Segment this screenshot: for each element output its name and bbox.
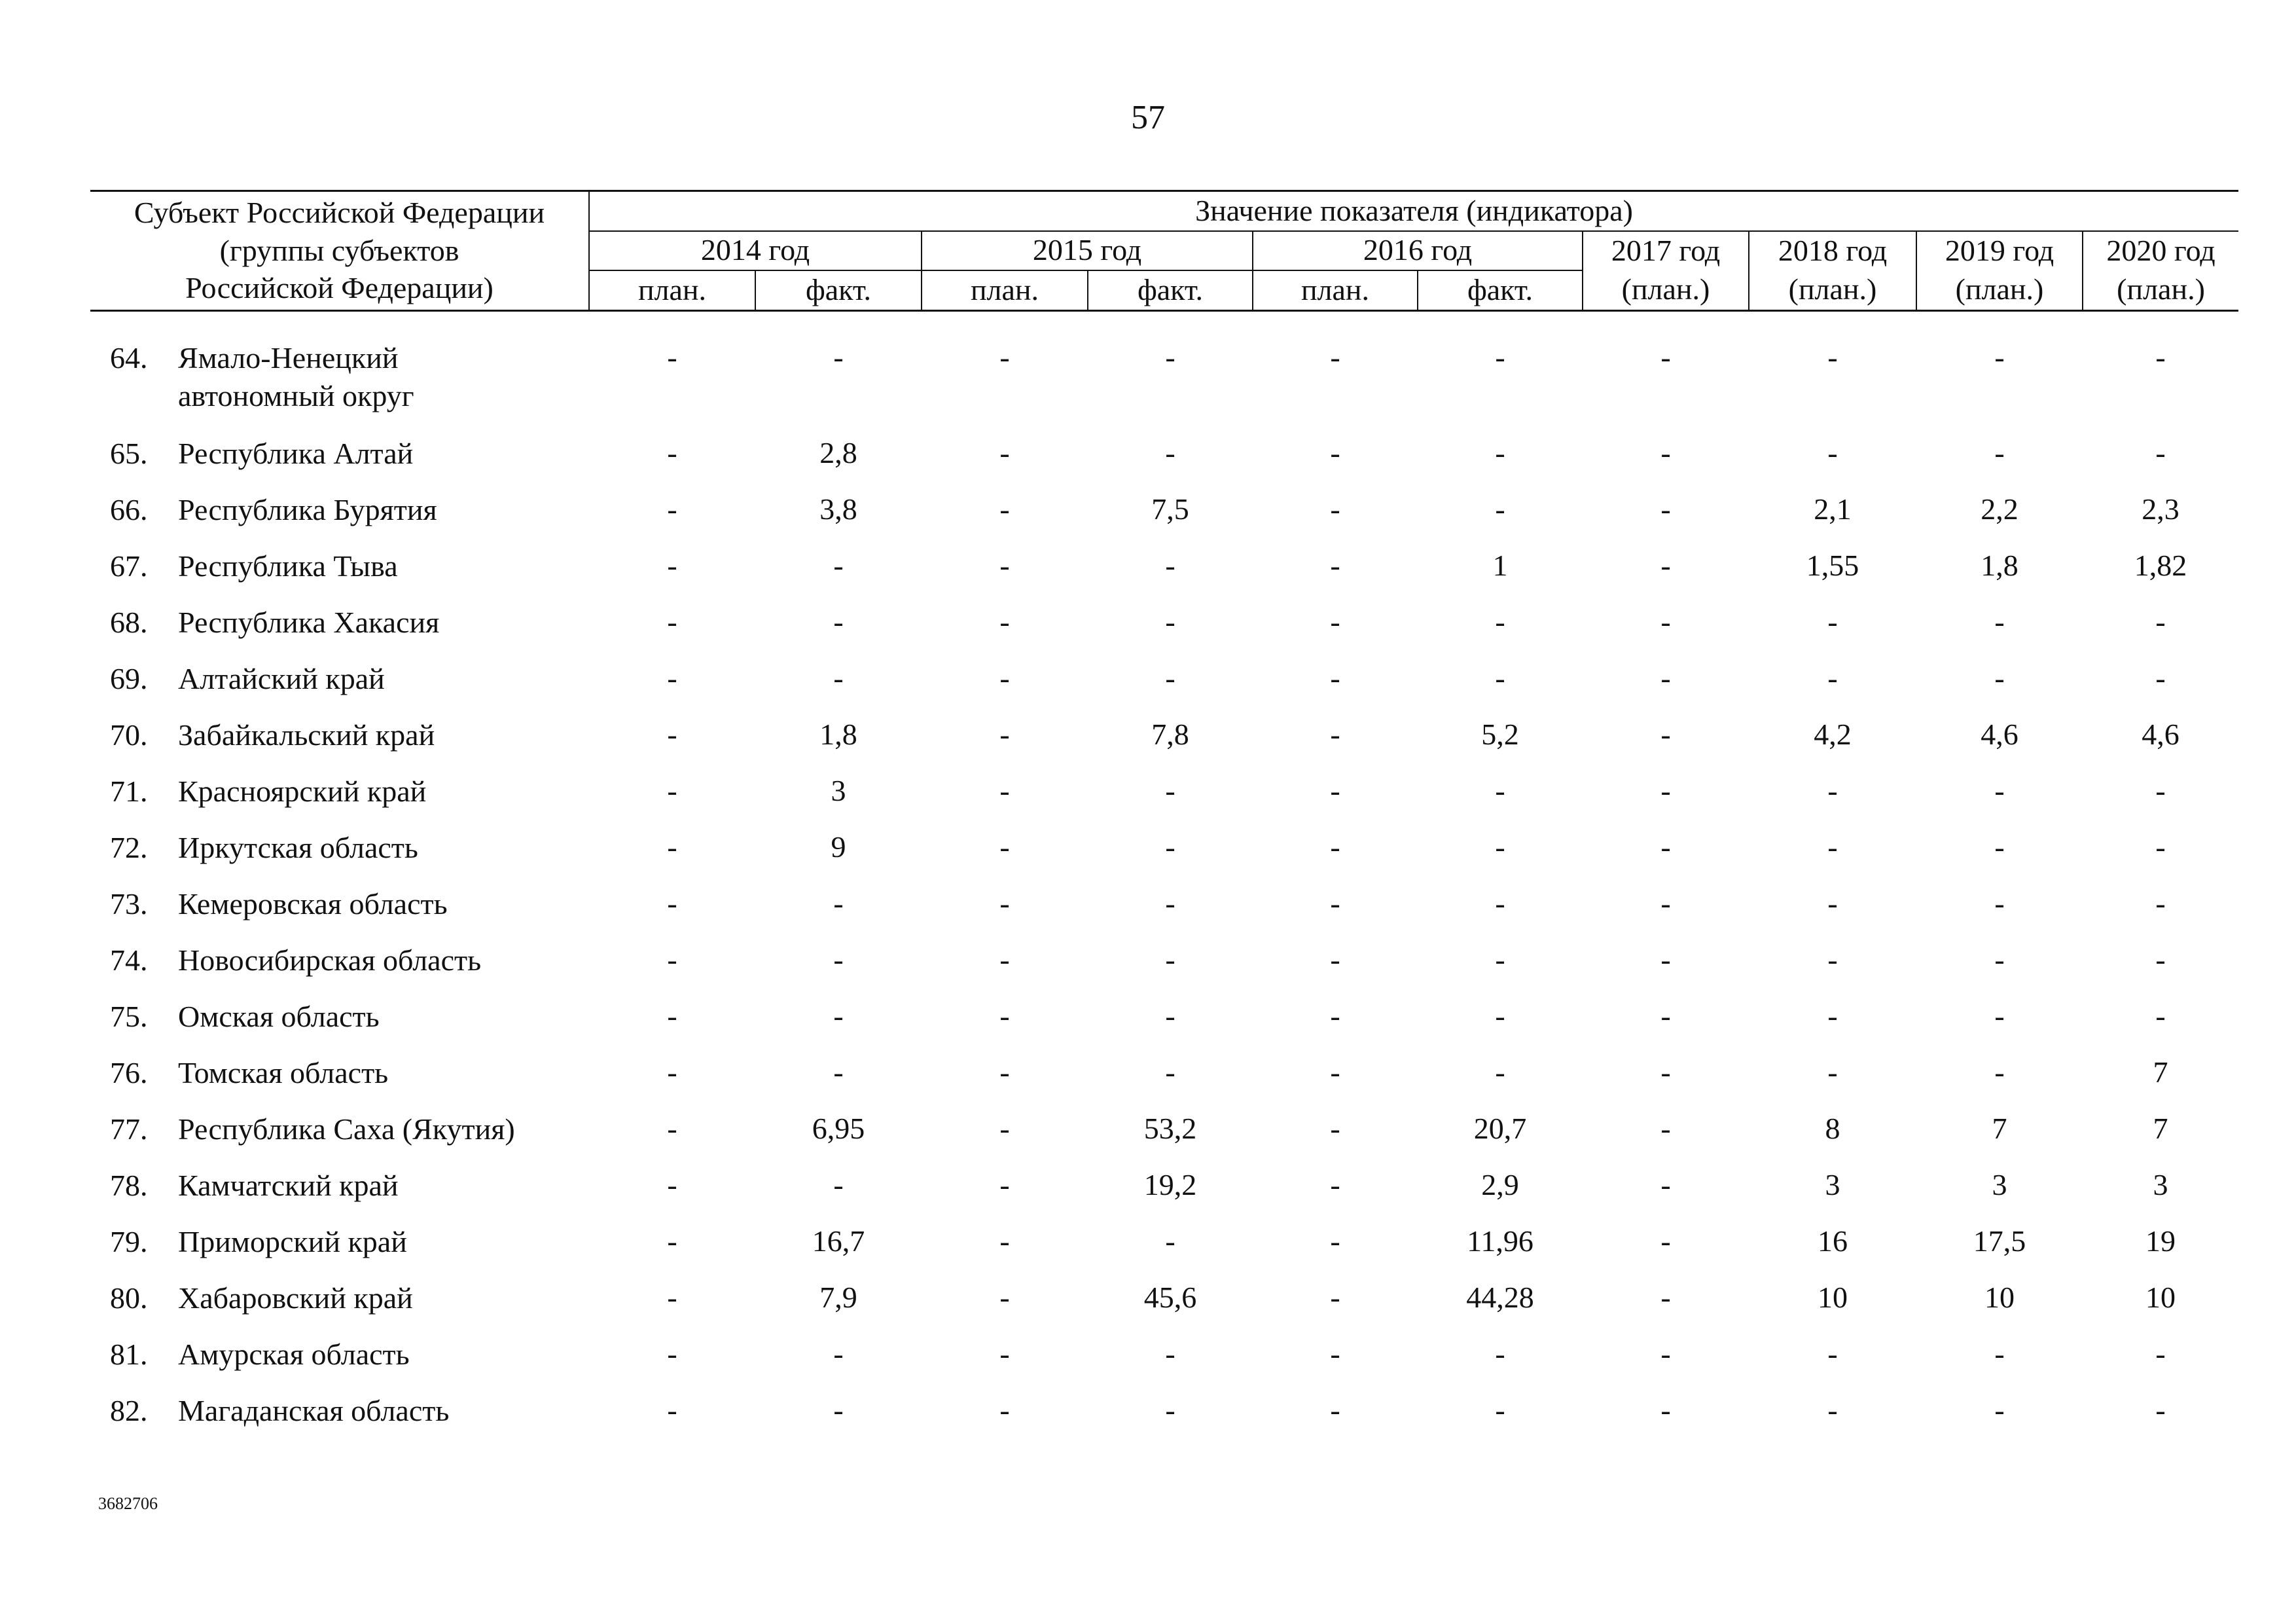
value-cell: 2,8 — [819, 435, 857, 469]
value-cell: - — [1330, 1111, 1340, 1145]
value-cell: 44,28 — [1466, 1280, 1534, 1314]
subject-cell — [90, 773, 589, 829]
value-cell: - — [1660, 998, 1671, 1032]
subject-cell — [90, 660, 589, 716]
value-cell: - — [1660, 1167, 1671, 1201]
value-cell: - — [833, 886, 844, 920]
value-cell: - — [1165, 998, 1175, 1032]
value-cell: - — [1495, 886, 1505, 920]
value-cell: - — [667, 1224, 677, 1258]
value-cell: - — [1994, 661, 2005, 695]
value-cell: - — [833, 340, 844, 374]
row-number: 76. — [110, 1055, 148, 1089]
value-cell: - — [1165, 830, 1175, 864]
value-cell: - — [999, 942, 1010, 976]
value-cell: 17,5 — [1973, 1224, 2026, 1258]
table-row — [90, 773, 2238, 829]
value-cell: 7,9 — [819, 1280, 857, 1314]
value-cell: - — [1495, 1393, 1505, 1427]
value-cell: - — [1330, 773, 1340, 807]
subject-cell — [90, 1336, 589, 1392]
value-cell: - — [1165, 886, 1175, 920]
value-cell: - — [1330, 717, 1340, 751]
value-cell: - — [1827, 942, 1838, 976]
value-cell: 3 — [1992, 1167, 2007, 1201]
value-cell: 8 — [1825, 1111, 1840, 1145]
table-row — [90, 998, 2238, 1054]
value-cell: 2,2 — [1981, 492, 2018, 526]
value-cell: - — [1330, 998, 1340, 1032]
year-header-2017: 2017 год — [1583, 231, 1749, 270]
value-cell: - — [667, 886, 677, 920]
subject-name: Магаданская область — [178, 1393, 450, 1427]
row-number: 64. — [110, 340, 148, 374]
value-cell: - — [1827, 435, 1838, 469]
value-cell: - — [999, 435, 1010, 469]
value-cell: - — [2155, 1393, 2166, 1427]
value-cell: - — [667, 998, 677, 1032]
subject-header-line-2: (группы субъектов — [219, 233, 459, 267]
value-cell: - — [1330, 1336, 1340, 1370]
row-number: 66. — [110, 492, 148, 526]
subject-cell — [90, 998, 589, 1054]
plan-header-2015: план. — [922, 270, 1088, 310]
value-cell: - — [1827, 1336, 1838, 1370]
value-cell: 45,6 — [1143, 1280, 1197, 1314]
value-cell: - — [2155, 661, 2166, 695]
value-cell: - — [1165, 1055, 1175, 1089]
plan-header-2014: план. — [589, 270, 755, 310]
value-cell: 2,1 — [1814, 492, 1852, 526]
value-cell: - — [667, 492, 677, 526]
subject-header-line-1: Субъект Российской Федерации — [134, 196, 545, 229]
value-cell: - — [1330, 340, 1340, 374]
value-cell: - — [1660, 1224, 1671, 1258]
subject-cell — [90, 1054, 589, 1110]
subject-name: Забайкальский край — [178, 718, 435, 752]
spacer-cell — [90, 310, 2238, 339]
value-cell: - — [1165, 942, 1175, 976]
value-cell: - — [667, 717, 677, 751]
subject-name: Приморский край — [178, 1224, 407, 1258]
value-cell: - — [1660, 886, 1671, 920]
value-cell: - — [1660, 604, 1671, 638]
value-cell: - — [667, 548, 677, 582]
value-cell: - — [2155, 1336, 2166, 1370]
plan-header-2017: (план.) — [1583, 270, 1749, 310]
value-cell: 5,2 — [1481, 717, 1519, 751]
value-cell: - — [1495, 435, 1505, 469]
value-cell: - — [1827, 773, 1838, 807]
value-cell: - — [1660, 548, 1671, 582]
subject-cell — [90, 941, 589, 998]
table-row — [90, 885, 2238, 941]
value-cell: - — [1330, 661, 1340, 695]
value-cell: - — [1495, 661, 1505, 695]
value-cell: - — [1994, 604, 2005, 638]
value-cell: - — [1827, 1393, 1838, 1427]
value-cell: - — [667, 1280, 677, 1314]
value-cell: - — [1827, 604, 1838, 638]
table-row — [90, 491, 2238, 547]
value-cell: 7 — [2153, 1111, 2168, 1145]
subject-name: Республика Бурятия — [178, 492, 437, 526]
plan-header-2020: (план.) — [2083, 270, 2238, 310]
value-cell: 7,5 — [1151, 492, 1189, 526]
subject-cell — [90, 1223, 589, 1279]
table-row — [90, 1336, 2238, 1392]
subject-header-line-3: Российской Федерации) — [185, 271, 493, 304]
value-cell: 3 — [2153, 1167, 2168, 1201]
value-cell: - — [1165, 1336, 1175, 1370]
value-cell: - — [999, 1055, 1010, 1089]
subject-name: Красноярский край — [178, 774, 427, 808]
value-cell: - — [999, 1336, 1010, 1370]
subject-cell — [90, 491, 589, 547]
subject-name: Республика Алтай — [178, 436, 414, 470]
value-cell: - — [2155, 773, 2166, 807]
subject-name: Иркутская область — [178, 830, 418, 864]
row-number: 80. — [110, 1281, 148, 1315]
header-spacer-row — [90, 310, 2238, 339]
value-cell: 11,96 — [1467, 1224, 1534, 1258]
subject-cell — [90, 547, 589, 604]
row-number: 65. — [110, 436, 148, 470]
value-cell: - — [1495, 830, 1505, 864]
value-cell: - — [1330, 1280, 1340, 1314]
value-cell: - — [1660, 942, 1671, 976]
subject-name: Республика Тыва — [178, 549, 398, 583]
value-cell: - — [1660, 1280, 1671, 1314]
subject-name: Алтайский край — [178, 661, 385, 695]
subject-cell — [90, 885, 589, 941]
table-row — [90, 1054, 2238, 1110]
value-cell: - — [1165, 1224, 1175, 1258]
subject-name: Республика Саха (Якутия) — [178, 1112, 515, 1146]
year-header-2018: 2018 год — [1749, 231, 1916, 270]
value-cell: - — [999, 340, 1010, 374]
value-cell: 1 — [1492, 548, 1508, 582]
value-cell: - — [1994, 830, 2005, 864]
fact-header-2016: факт. — [1418, 270, 1583, 310]
value-cell: - — [1660, 1393, 1671, 1427]
table-body — [90, 310, 2238, 1448]
subject-cell — [90, 435, 589, 491]
value-cell: - — [1330, 942, 1340, 976]
value-cell: - — [833, 661, 844, 695]
value-cell: - — [999, 998, 1010, 1032]
value-cell: 1,55 — [1806, 548, 1859, 582]
row-number: 79. — [110, 1224, 148, 1258]
table-row — [90, 829, 2238, 885]
value-cell: - — [1994, 942, 2005, 976]
value-cell: - — [999, 548, 1010, 582]
row-number: 67. — [110, 549, 148, 583]
row-number: 70. — [110, 718, 148, 752]
value-cell: - — [667, 1055, 677, 1089]
year-header-2014: 2014 год — [589, 231, 922, 270]
table-row — [90, 941, 2238, 998]
value-cell: - — [1827, 998, 1838, 1032]
value-cell: - — [999, 886, 1010, 920]
value-cell: - — [833, 1336, 844, 1370]
value-cell: - — [999, 1224, 1010, 1258]
subject-name: Омская область — [178, 999, 380, 1033]
value-cell: 20,7 — [1473, 1111, 1527, 1145]
value-cell: - — [1495, 604, 1505, 638]
year-header-2015: 2015 год — [922, 231, 1253, 270]
value-cell: 2,9 — [1481, 1167, 1519, 1201]
value-cell: 7 — [2153, 1055, 2168, 1089]
subject-cell — [90, 1110, 589, 1167]
value-cell: - — [1994, 998, 2005, 1032]
value-cell: - — [667, 942, 677, 976]
table-row — [90, 1110, 2238, 1167]
value-cell: - — [1330, 1224, 1340, 1258]
subject-name: Республика Хакасия — [178, 605, 440, 639]
year-header-2016: 2016 год — [1253, 231, 1583, 270]
document-id: 3682706 — [98, 1494, 158, 1513]
value-cell: - — [999, 1167, 1010, 1201]
subject-cell — [90, 339, 589, 435]
value-cell: - — [1495, 1055, 1505, 1089]
value-cell: - — [1495, 340, 1505, 374]
value-cell: - — [1660, 717, 1671, 751]
value-cell: - — [1994, 1336, 2005, 1370]
value-cell: - — [2155, 830, 2166, 864]
table-row — [90, 716, 2238, 773]
value-cell: - — [1660, 1111, 1671, 1145]
subject-name: Амурская область — [178, 1337, 410, 1371]
indicator-header: Значение показателя (индикатора) — [589, 191, 2238, 231]
value-cell: - — [2155, 435, 2166, 469]
value-cell: 19,2 — [1143, 1167, 1197, 1201]
plan-header-2018: (план.) — [1749, 270, 1916, 310]
value-cell: - — [1330, 830, 1340, 864]
subject-cell — [90, 716, 589, 773]
table-row — [90, 604, 2238, 660]
value-cell: - — [1495, 773, 1505, 807]
table-row — [90, 547, 2238, 604]
subject-name: Кемеровская область — [178, 886, 448, 921]
subject-name: Камчатский край — [178, 1168, 399, 1202]
value-cell: 10 — [1984, 1280, 2015, 1314]
row-number: 68. — [110, 605, 148, 639]
row-number: 73. — [110, 886, 148, 921]
value-cell: - — [2155, 998, 2166, 1032]
value-cell: 2,3 — [2142, 492, 2179, 526]
row-number: 78. — [110, 1168, 148, 1202]
value-cell: - — [1330, 886, 1340, 920]
value-cell: - — [1165, 1393, 1175, 1427]
value-cell: - — [2155, 942, 2166, 976]
value-cell: 4,2 — [1814, 717, 1852, 751]
value-cell: - — [999, 661, 1010, 695]
value-cell: 53,2 — [1143, 1111, 1197, 1145]
value-cell: - — [1827, 340, 1838, 374]
value-cell: - — [833, 1393, 844, 1427]
indicator-table — [90, 190, 2238, 1448]
table-row — [90, 1279, 2238, 1336]
value-cell: - — [1330, 604, 1340, 638]
value-cell: - — [667, 661, 677, 695]
value-cell: - — [2155, 340, 2166, 374]
value-cell: - — [667, 1111, 677, 1145]
table-row — [90, 660, 2238, 716]
value-cell: - — [1165, 773, 1175, 807]
value-cell: - — [1165, 435, 1175, 469]
value-cell: 3 — [831, 773, 846, 807]
value-cell: - — [1330, 1055, 1340, 1089]
value-cell: - — [999, 604, 1010, 638]
value-cell: - — [667, 1393, 677, 1427]
value-cell: 7 — [1992, 1111, 2007, 1145]
value-cell: - — [999, 717, 1010, 751]
subject-name: Ямало-Ненецкий автономный округ — [178, 340, 414, 413]
value-cell: - — [1660, 1055, 1671, 1089]
value-cell: - — [1994, 1055, 2005, 1089]
subject-cell — [90, 1279, 589, 1336]
value-cell: - — [1330, 548, 1340, 582]
subject-cell — [90, 1167, 589, 1223]
value-cell: - — [1165, 340, 1175, 374]
value-cell: - — [1165, 548, 1175, 582]
subject-name: Новосибирская область — [178, 943, 482, 977]
value-cell: 6,95 — [812, 1111, 865, 1145]
value-cell: - — [1660, 1336, 1671, 1370]
year-header-2019: 2019 год — [1916, 231, 2083, 270]
value-cell: 4,6 — [2142, 717, 2179, 751]
value-cell: - — [667, 340, 677, 374]
value-cell: - — [833, 548, 844, 582]
value-cell: 16,7 — [812, 1224, 865, 1258]
value-cell: - — [1660, 340, 1671, 374]
value-cell: 10 — [2145, 1280, 2176, 1314]
page-number: 57 — [1131, 99, 1165, 136]
table-row — [90, 435, 2238, 491]
table-row — [90, 339, 2238, 435]
value-cell: - — [2155, 886, 2166, 920]
value-cell: - — [1827, 661, 1838, 695]
subject-name: Томская область — [178, 1055, 389, 1089]
row-number: 71. — [110, 774, 148, 808]
subject-cell — [90, 604, 589, 660]
value-cell: - — [1660, 492, 1671, 526]
value-cell: - — [2155, 604, 2166, 638]
row-number: 75. — [110, 999, 148, 1033]
value-cell: - — [833, 1167, 844, 1201]
fact-header-2015: факт. — [1088, 270, 1253, 310]
value-cell: - — [667, 773, 677, 807]
value-cell: - — [1827, 830, 1838, 864]
row-number: 69. — [110, 661, 148, 695]
value-cell: - — [833, 998, 844, 1032]
value-cell: - — [1827, 1055, 1838, 1089]
row-number: 72. — [110, 830, 148, 864]
value-cell: - — [1994, 773, 2005, 807]
value-cell: - — [1495, 942, 1505, 976]
value-cell: - — [1330, 1167, 1340, 1201]
value-cell: 19 — [2145, 1224, 2176, 1258]
value-cell: - — [999, 1393, 1010, 1427]
value-cell: - — [1994, 435, 2005, 469]
row-number: 81. — [110, 1337, 148, 1371]
value-cell: 1,82 — [2134, 548, 2187, 582]
value-cell: - — [1660, 661, 1671, 695]
value-cell: 1,8 — [1981, 548, 2018, 582]
value-cell: 10 — [1818, 1280, 1848, 1314]
year-header-2020: 2020 год — [2083, 231, 2238, 270]
value-cell: - — [1994, 340, 2005, 374]
row-number: 82. — [110, 1393, 148, 1427]
value-cell: - — [1330, 492, 1340, 526]
value-cell: 3 — [1825, 1167, 1840, 1201]
value-cell: 4,6 — [1981, 717, 2018, 751]
table-row — [90, 1223, 2238, 1279]
value-cell: - — [667, 435, 677, 469]
value-cell: - — [1994, 886, 2005, 920]
value-cell: - — [667, 604, 677, 638]
value-cell: - — [833, 1055, 844, 1089]
value-cell: - — [667, 830, 677, 864]
subject-cell — [90, 1392, 589, 1448]
value-cell: - — [1495, 1336, 1505, 1370]
value-cell: - — [999, 830, 1010, 864]
value-cell: - — [999, 1280, 1010, 1314]
value-cell: - — [1827, 886, 1838, 920]
value-cell: 1,8 — [819, 717, 857, 751]
value-cell: - — [1165, 661, 1175, 695]
value-cell: - — [1495, 492, 1505, 526]
row-number: 77. — [110, 1112, 148, 1146]
subject-column-header — [90, 191, 589, 311]
value-cell: - — [833, 604, 844, 638]
row-number: 74. — [110, 943, 148, 977]
value-cell: - — [1994, 1393, 2005, 1427]
value-cell: 3,8 — [819, 492, 857, 526]
value-cell: - — [999, 492, 1010, 526]
subject-name: Хабаровский край — [178, 1281, 413, 1315]
table-row — [90, 1167, 2238, 1223]
value-cell: - — [999, 773, 1010, 807]
value-cell: 16 — [1818, 1224, 1848, 1258]
value-cell: - — [1660, 773, 1671, 807]
subject-cell — [90, 829, 589, 885]
value-cell: - — [1330, 435, 1340, 469]
value-cell: - — [1660, 830, 1671, 864]
table-header — [90, 191, 2238, 311]
value-cell: - — [667, 1336, 677, 1370]
value-cell: - — [833, 942, 844, 976]
value-cell: 9 — [831, 830, 846, 864]
value-cell: - — [1495, 998, 1505, 1032]
value-cell: - — [1660, 435, 1671, 469]
fact-header-2014: факт. — [755, 270, 922, 310]
value-cell: - — [1330, 1393, 1340, 1427]
plan-header-2016: план. — [1253, 270, 1418, 310]
value-cell: - — [1165, 604, 1175, 638]
value-cell: 7,8 — [1151, 717, 1189, 751]
table-row — [90, 1392, 2238, 1448]
value-cell: - — [999, 1111, 1010, 1145]
plan-header-2019: (план.) — [1916, 270, 2083, 310]
value-cell: - — [667, 1167, 677, 1201]
